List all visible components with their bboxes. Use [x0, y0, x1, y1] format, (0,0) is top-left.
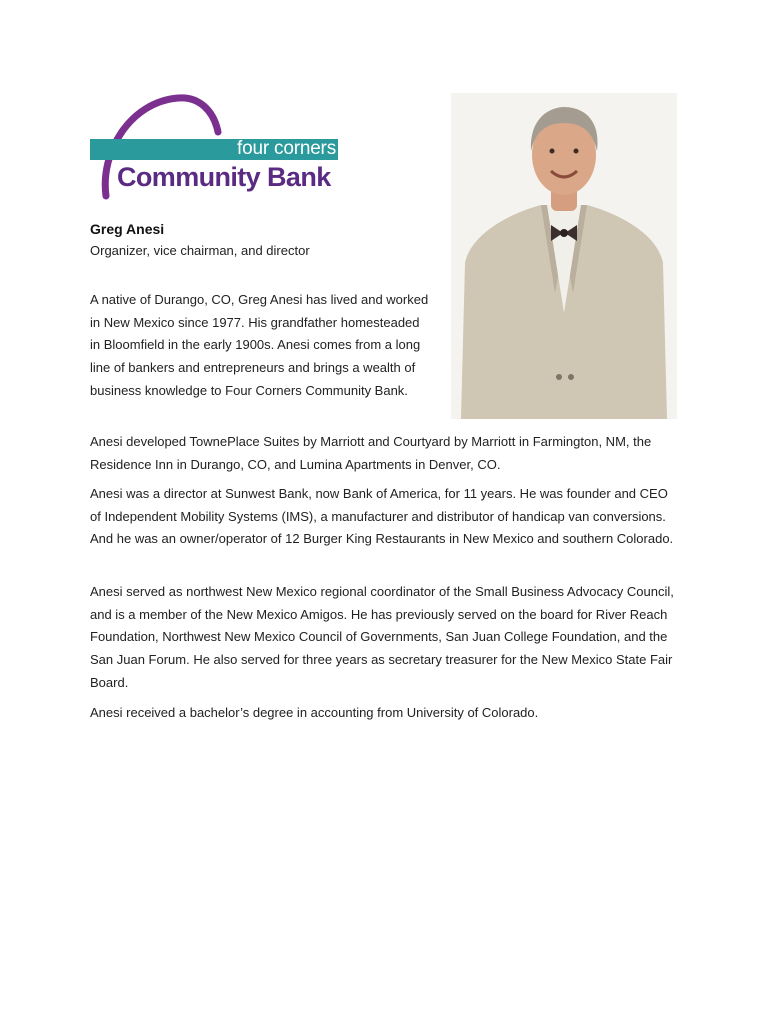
bio-intro-paragraph: A native of Durango, CO, Greg Anesi has lived and worked in New Mexico since 1977. His grandfather homesteaded in Bloomfield in the early 1900s. Anesi comes from a long line of bankers and entrepreneurs and brings a wealth of business knowledge to Four Corners Community Bank. [90, 292, 429, 398]
bio-paragraph-career: Anesi was a director at Sunwest Bank, now Bank of America, for 11 years. He was founder and CEO of Independent Mobility Systems (IMS), a manufacturer and distributor of handicap van conversions. And he was an owner/operator of 12 Burger King Restaurants in New Mexico and southern Colorado. [90, 486, 674, 547]
logo-text-four-corners: four corners [237, 138, 336, 159]
bio-paragraph-education: Anesi received a bachelor’s degree in accounting from University of Colorado. [90, 705, 539, 720]
person-name: Greg Anesi [90, 221, 165, 237]
bio-paragraph-service: Anesi served as northwest New Mexico regional coordinator of the Small Business Advocacy Council, and is a member of the New Mexico Amigos. He has previously served on the board for River Reach Foundation, Northwest New Mexico Council of Governments, San Juan College Foundation, and the San Juan Forum. He also served for three years as secretary treasurer for the New Mexico State Fair Board. [90, 584, 674, 690]
logo-text-community-bank: Community Bank [117, 162, 331, 192]
person-role: Organizer, vice chairman, and director [90, 243, 310, 258]
bio-paragraph-developments: Anesi developed TownePlace Suites by Marriott and Courtyard by Marriott in Farmington, NM, the Residence Inn in Durango, CO, and Lumina Apartments in Denver, CO. [90, 434, 652, 472]
portrait-photo [451, 93, 677, 419]
bank-logo [90, 92, 340, 202]
